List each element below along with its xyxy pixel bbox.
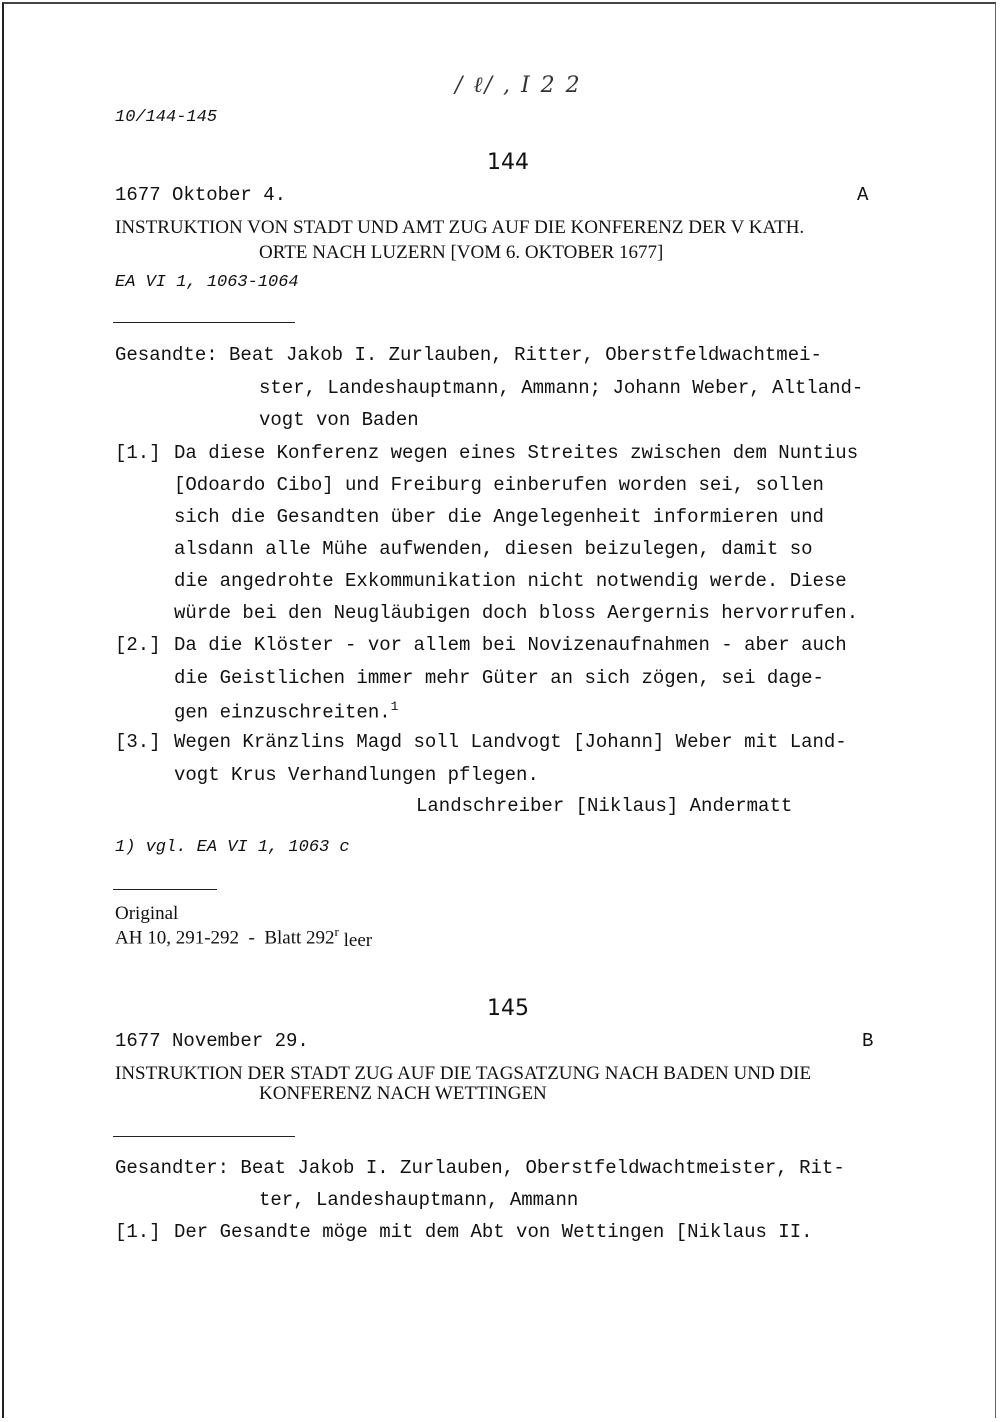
page-number-145: 145 [487, 996, 529, 1021]
top-reference: 10/144-145 [115, 108, 218, 127]
archive-ref-spacer [339, 927, 344, 948]
doc145-envoys-line2: ter, Landeshauptmann, Ammann [259, 1189, 579, 1211]
doc144-envoys-line1: Gesandte: Beat Jakob I. Zurlauben, Ritter, Oberstfeldwachtmei- [115, 344, 822, 366]
archive-ref-superscript: r [334, 924, 339, 939]
doc144-p1-line: sich die Gesandten über die Angelegenheit informieren und [174, 506, 824, 528]
doc144-original-label: Original [115, 903, 179, 924]
doc145-date: 1677 November 29. [115, 1030, 309, 1052]
doc145-envoys-line1: Gesandter: Beat Jakob I. Zurlauben, Oberstfeldwachtmeister, Rit- [115, 1157, 845, 1179]
doc145-p1-line: Der Gesandte möge mit dem Abt von Wettingen [Niklaus II. [174, 1221, 813, 1243]
doc144-archive-ref [115, 924, 373, 952]
doc144-envoys-line2: ster, Landeshauptmann, Ammann; Johann Weber, Altland- [259, 377, 864, 399]
footnote-reference: 1 [390, 699, 399, 714]
archive-ref-suffix: leer [343, 930, 373, 952]
doc144-p2-line [174, 699, 398, 723]
doc144-p1-line: würde bei den Neugläubigen doch bloss Aergernis hervorrufen. [174, 602, 859, 624]
doc144-p3-line: Wegen Kränzlins Magd soll Landvogt [Johann] Weber mit Land- [174, 731, 847, 753]
doc144-title-line2: ORTE NACH LUZERN [VOM 6. OKTOBER 1677] [259, 242, 664, 263]
doc144-footnote: 1) vgl. EA VI 1, 1063 c [115, 838, 350, 857]
doc145-letter: B [862, 1030, 874, 1052]
doc144-signature: Landschreiber [Niklaus] Andermatt [416, 795, 793, 817]
doc145-paragraph-number: [1.] [115, 1221, 161, 1243]
doc144-paragraph-number: [1.] [115, 442, 161, 464]
doc144-p3-line: vogt Krus Verhandlungen pflegen. [174, 764, 539, 786]
doc144-p1-line: alsdann alle Mühe aufwenden, diesen beizulegen, damit so [174, 538, 813, 560]
doc144-p2-line: die Geistlichen immer mehr Güter an sich zögen, sei dage- [174, 667, 824, 689]
doc144-p2-line: Da die Klöster - vor allem bei Novizenaufnahmen - aber auch [174, 634, 847, 656]
doc144-footnote-rule [113, 889, 217, 890]
doc145-title-line1: INSTRUKTION DER STADT ZUG AUF DIE TAGSATZUNG NACH BADEN UND DIE [115, 1063, 812, 1084]
doc144-p1-line: [Odoardo Cibo] und Freiburg einberufen worden sei, sollen [174, 474, 824, 496]
doc144-rule [113, 322, 295, 323]
archive-ref-text: AH 10, 291-292 - Blatt 292 [115, 927, 335, 949]
doc144-envoys-line3: vogt von Baden [259, 409, 419, 431]
doc145-title-line2: KONFERENZ NACH WETTINGEN [259, 1083, 547, 1104]
doc144-paragraph-number: [3.] [115, 731, 161, 753]
doc144-letter: A [857, 184, 869, 206]
doc144-title-line1: INSTRUKTION VON STADT UND AMT ZUG AUF DIE KONFERENZ DER V KATH. [115, 217, 805, 238]
doc144-p1-line: Da diese Konferenz wegen eines Streites zwischen dem Nuntius [174, 442, 859, 464]
page-number-144: 144 [487, 150, 529, 175]
doc144-source: EA VI 1, 1063-1064 [115, 273, 299, 292]
doc144-p1-line: die angedrohte Exkommunikation nicht notwendig werde. Diese [174, 570, 847, 592]
doc144-p2-last-text: gen einzuschreiten. [174, 701, 391, 724]
handwritten-mark: / ℓ/ , I 2 2 [455, 73, 582, 98]
doc145-rule [113, 1136, 295, 1137]
doc144-paragraph-number: [2.] [115, 634, 161, 656]
doc144-date: 1677 Oktober 4. [115, 184, 287, 206]
